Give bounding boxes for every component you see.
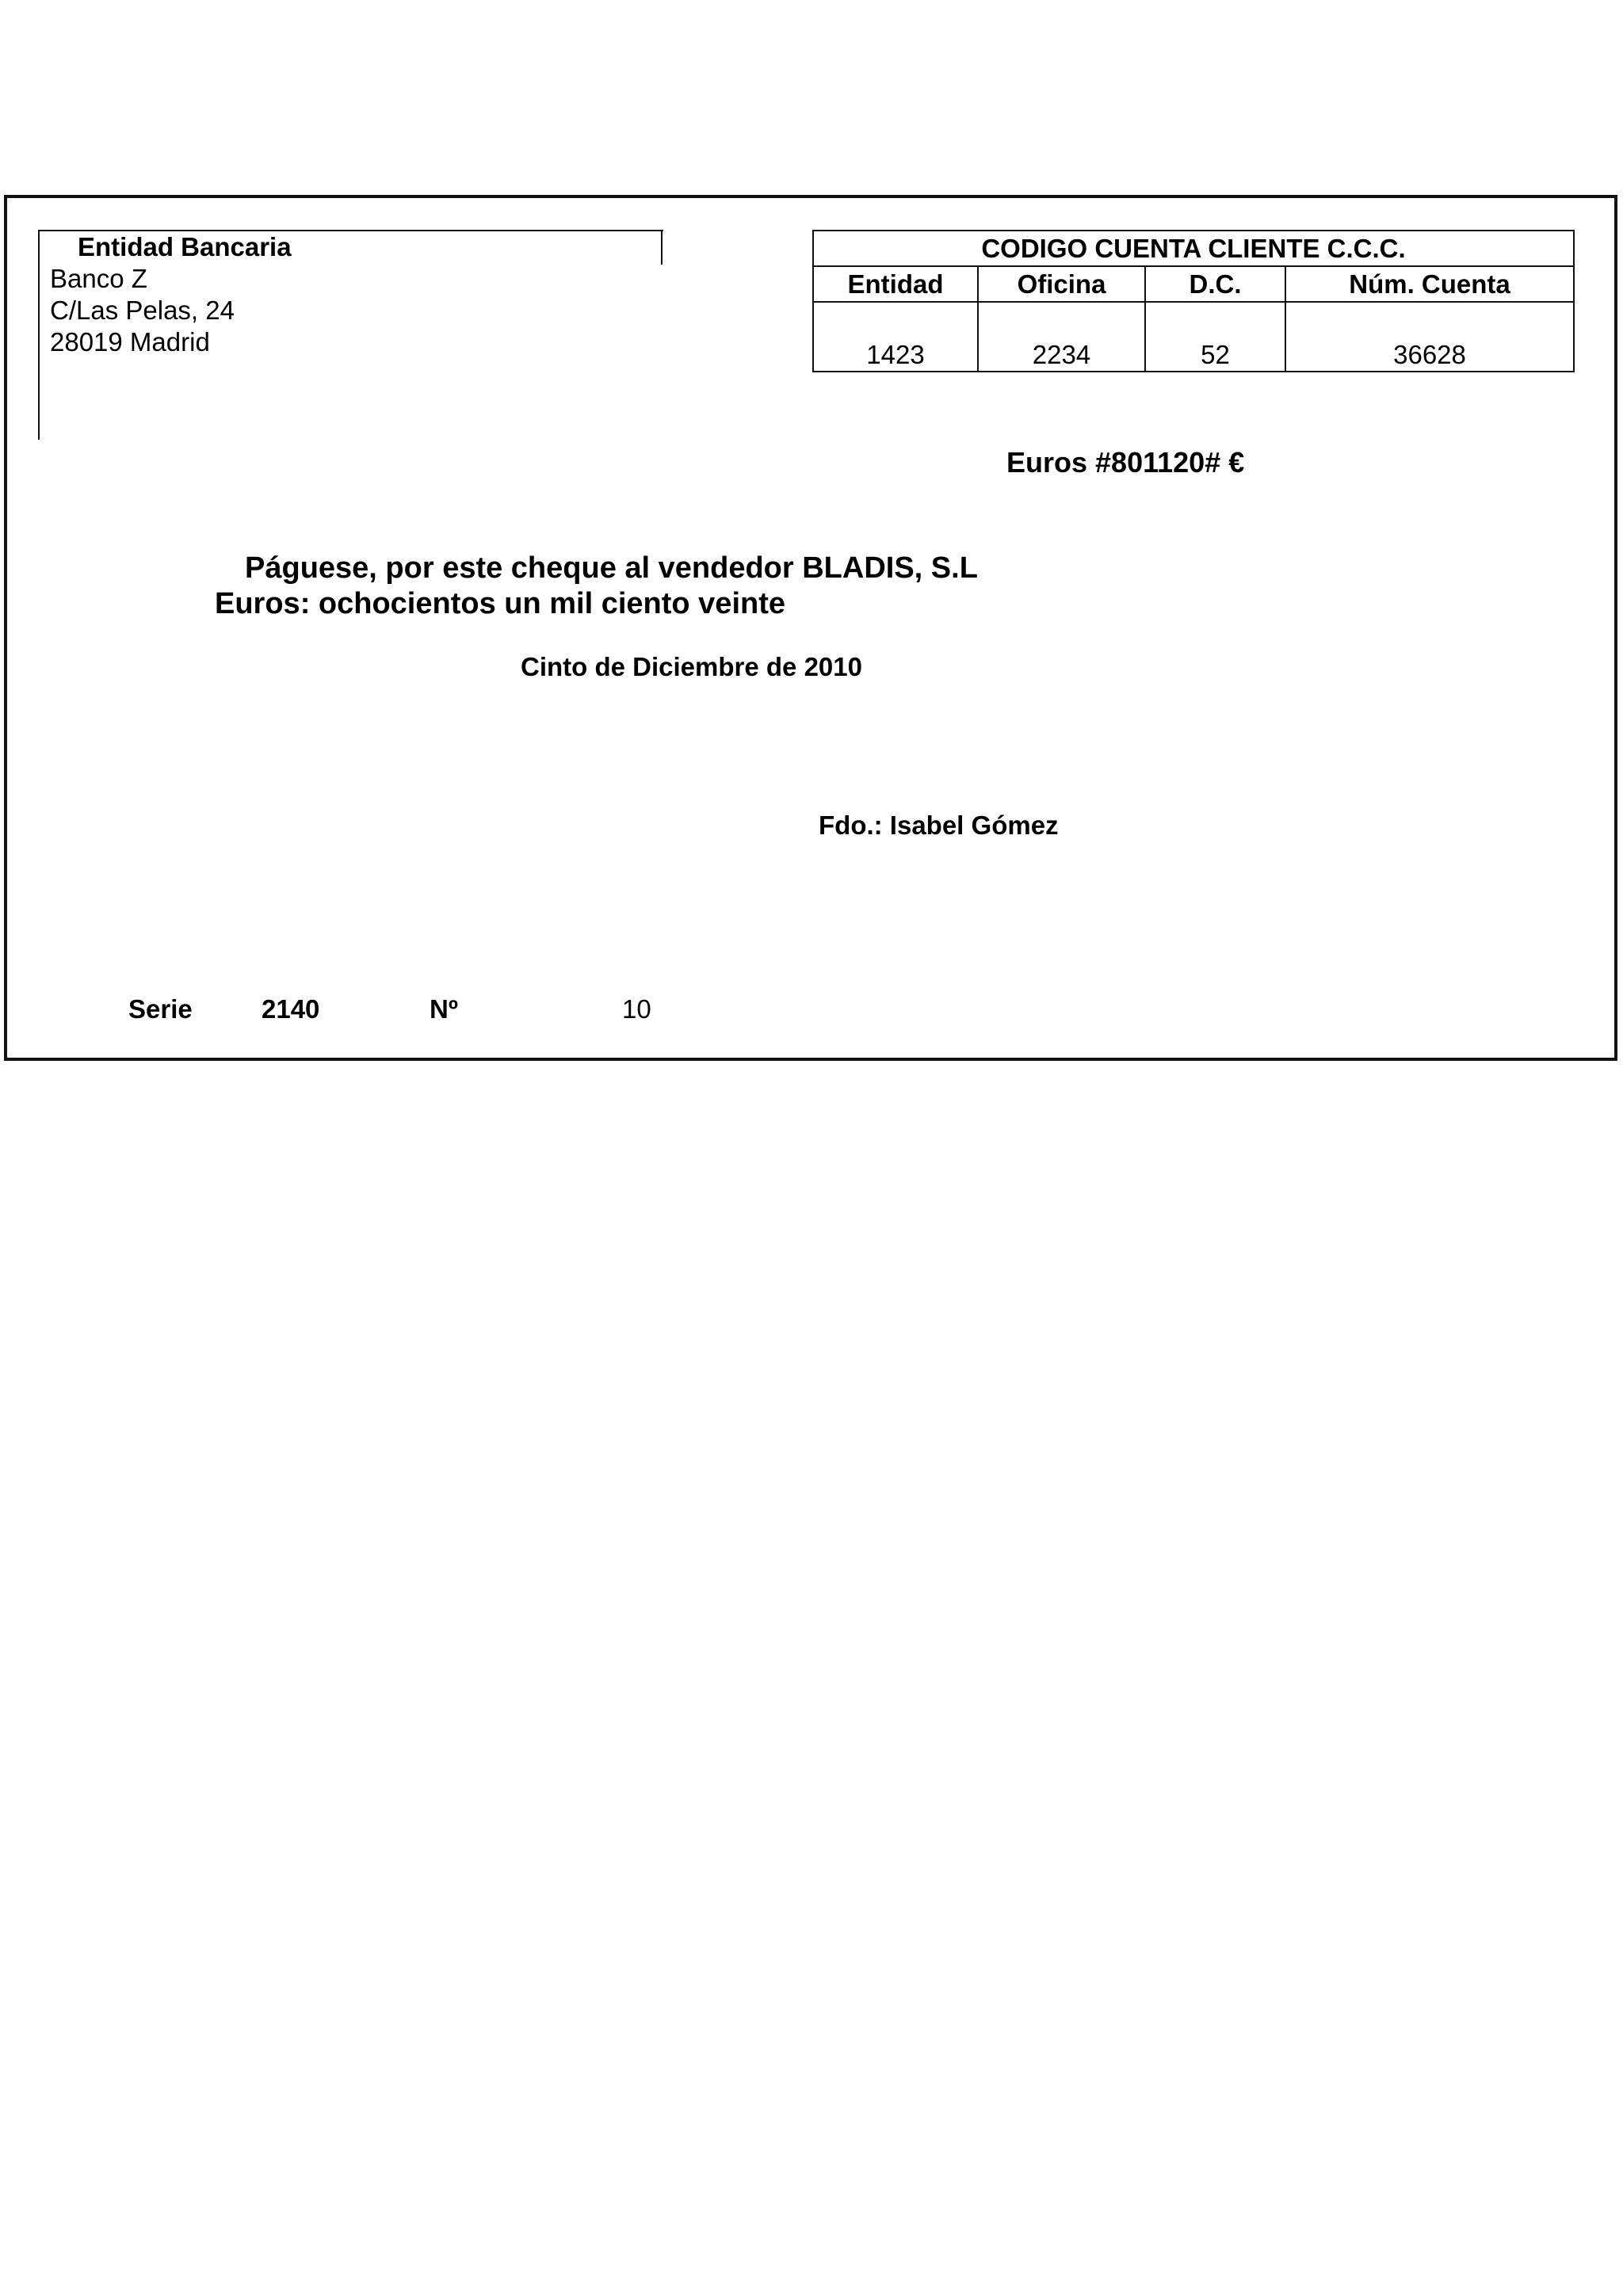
ccc-header-dc: D.C. (1145, 266, 1285, 302)
ccc-title: CODIGO CUENTA CLIENTE C.C.C. (813, 231, 1574, 266)
number-value: 10 (622, 994, 651, 1024)
bank-box-right-border (661, 230, 663, 265)
ccc-header-oficina: Oficina (978, 266, 1145, 302)
cheque-date: Cinto de Diciembre de 2010 (521, 652, 862, 681)
ccc-value-dc: 52 (1145, 302, 1285, 372)
number-label: Nº (430, 994, 458, 1024)
amount-figure: Euros #801120# € (1006, 446, 1245, 479)
bank-heading: Entidad Bancaria (78, 232, 292, 261)
ccc-value-num-cuenta: 36628 (1285, 302, 1574, 372)
payee-line: Páguese, por este cheque al vendedor BLADIS, S.L (245, 551, 978, 585)
ccc-header-num-cuenta: Núm. Cuenta (1285, 266, 1574, 302)
bank-box-left-border (38, 230, 40, 440)
serie-label: Serie (128, 994, 193, 1024)
bank-box-top-border (38, 230, 663, 231)
amount-words: Euros: ochocientos un mil ciento veinte (215, 587, 785, 620)
bank-name: Banco Z (50, 264, 147, 293)
signature-line: Fdo.: Isabel Gómez (819, 810, 1059, 840)
bank-city: 28019 Madrid (50, 327, 210, 357)
ccc-value-oficina: 2234 (978, 302, 1145, 372)
ccc-value-entidad: 1423 (813, 302, 978, 372)
bank-address: C/Las Pelas, 24 (50, 296, 235, 325)
ccc-header-entidad: Entidad (813, 266, 978, 302)
ccc-table (812, 230, 1575, 372)
serie-value: 2140 (262, 994, 320, 1024)
